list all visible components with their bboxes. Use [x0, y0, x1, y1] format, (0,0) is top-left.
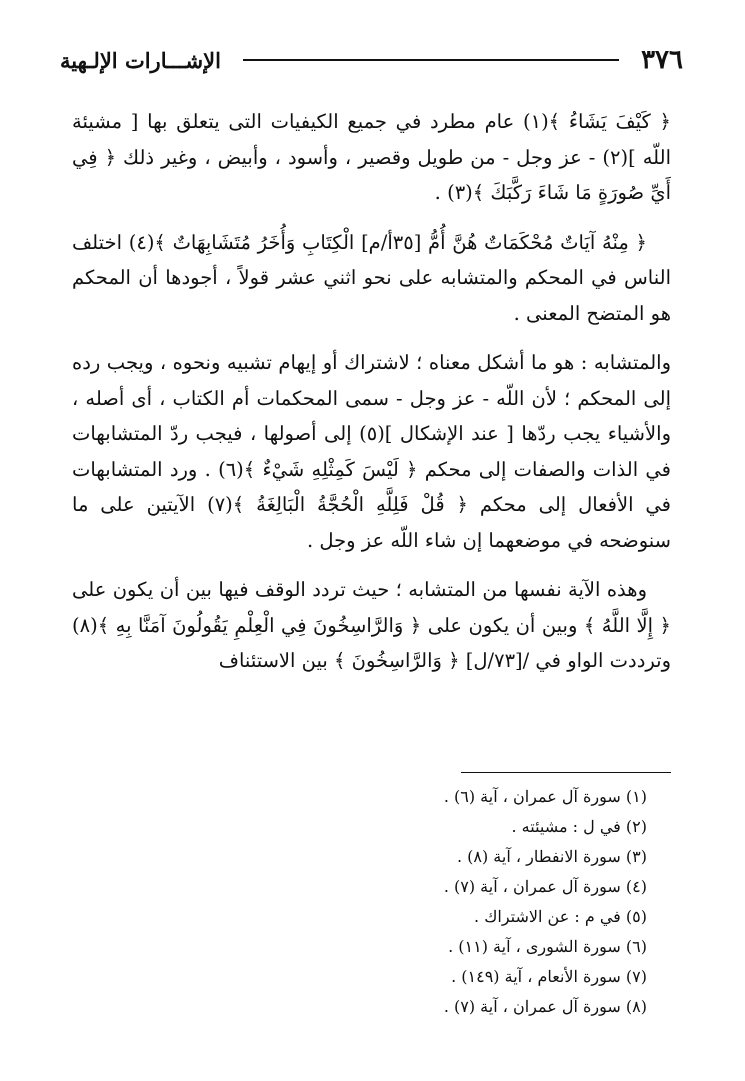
footnote: (٥) في م : عن الاشتراك . [474, 907, 647, 926]
main-text [72, 104, 671, 679]
footnotes-list [80, 782, 647, 1022]
page-header [60, 40, 683, 80]
paragraph: ﴿ كَيْفَ يَشَاءُ ﴾(١) عام مطرد في جميع الكيفيات التى يتعلق بها [ مشيئة اللّه ](٢) - عز وجل - من طويل وقصير ، وأسود ، وأبيض ، وغير ذلك ﴿ فِي أَيِّ صُورَةٍ مَا شَاءَ رَكَّبَكَ ﴾(٣) . [72, 110, 671, 204]
footnote: (٧) سورة الأنعام ، آية (١٤٩) . [451, 967, 647, 986]
footnote: (٨) سورة آل عمران ، آية (٧) . [443, 997, 647, 1016]
footnote: (٦) سورة الشورى ، آية (١١) . [448, 937, 647, 956]
paragraph: ﴿ مِنْهُ آيَاتٌ مُحْكَمَاتٌ هُنَّ أُمُّ [٣٥أ/م] الْكِتَابِ وَأُخَرُ مُتَشَابِهَاتٌ ﴾(٤) اختلف الناس في المحكم والمتشابه على نحو اثني عشر قولاً ، أجودها أن المحكم هو المتضح المعنى . [72, 230, 671, 325]
footnote: (٤) سورة آل عمران ، آية (٧) . [443, 877, 647, 896]
running-title: الإشـــارات الإلـهية [60, 47, 221, 73]
footnote-rule [461, 772, 671, 773]
page-number: ٣٧٦ [641, 45, 683, 75]
footnote: (٢) في ل : مشيئته . [511, 817, 647, 836]
header-rule [243, 59, 619, 61]
footnote: (١) سورة آل عمران ، آية (٦) . [443, 787, 647, 806]
footnote: (٣) سورة الانفطار ، آية (٨) . [456, 847, 647, 866]
paragraph: وهذه الآية نفسها من المتشابه ؛ حيث تردد الوقف فيها بين أن يكون على ﴿ إِلَّا اللَّهُ ﴾ وبين أن يكون على ﴿ وَالرَّاسِخُونَ فِي الْعِلْمِ يَقُولُونَ آمَنَّا بِهِ ﴾(٨) وترددت الواو في /[٧٣/ل] ﴿ وَالرَّاسِخُونَ ﴾ بين الاستئناف [72, 578, 671, 672]
paragraph: والمتشابه : هو ما أشكل معناه ؛ لاشتراك أو إيهام تشبيه ونحوه ، ويجب رده إلى المحكم ؛ لأن اللّه - عز وجل - سمى المحكمات أم الكتاب ، أى أصله ، والأشياء يجب ردّها [ عند الإشكال ](٥) إلى أصولها ، فيجب ردّ المتشابهات في الذات والصفات إلى محكم ﴿ لَيْسَ كَمِثْلِهِ شَيْءٌ ﴾(٦) . ورد المتشابهات في الأفعال إلى محكم ﴿ قُلْ فَلِلَّهِ الْحُجَّةُ الْبَالِغَةُ ﴾(٧) الآيتين على ما سنوضحه في موضعهما إن شاء اللّه عز وجل . [72, 351, 672, 552]
